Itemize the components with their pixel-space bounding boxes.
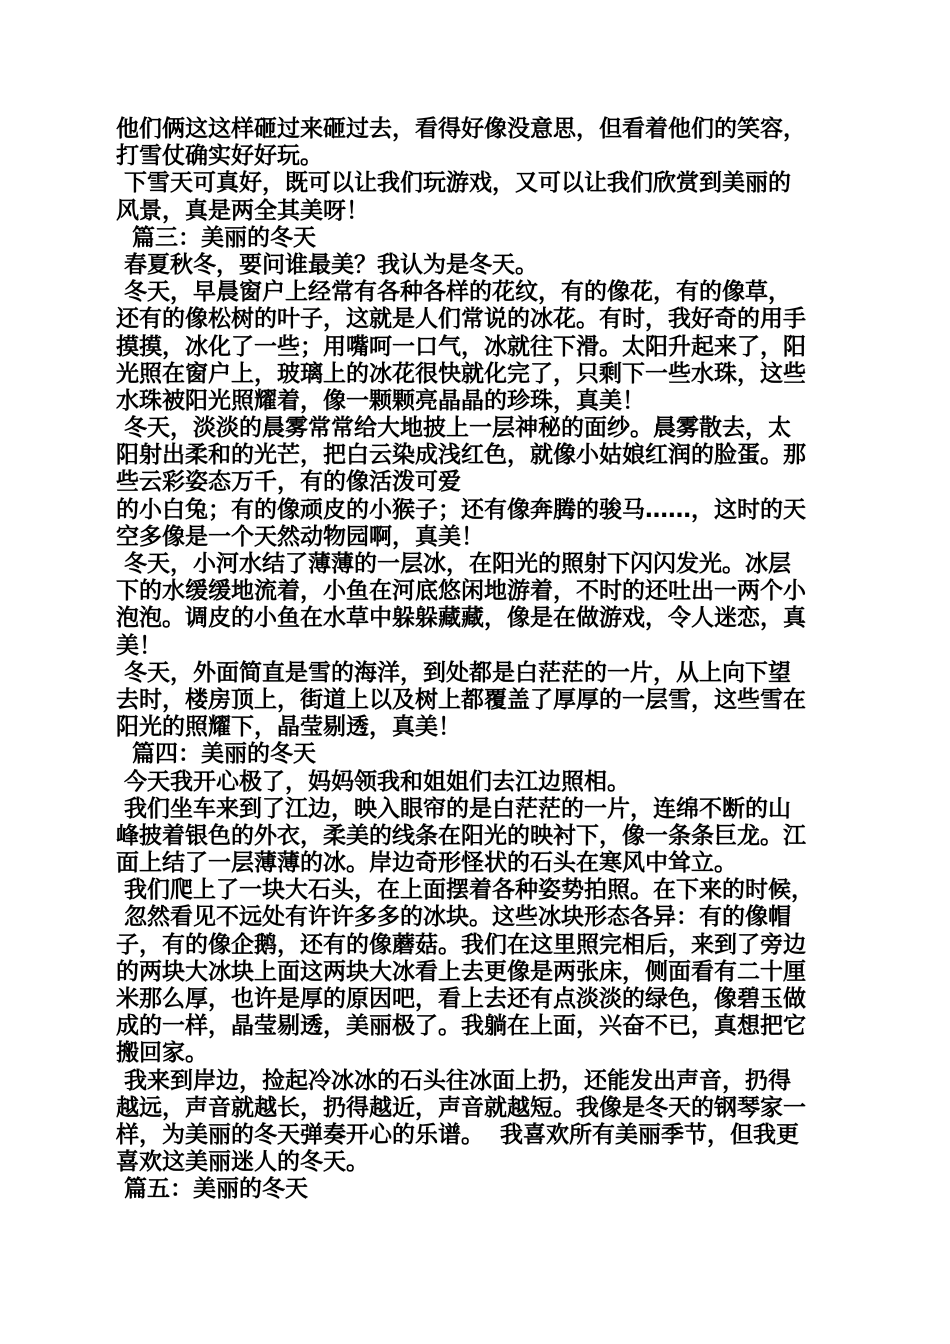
text-line: 越远，声音就越长，扔得越近，声音就越短。我像是冬天的钢琴家一 xyxy=(116,1094,806,1121)
section-heading: 篇五：美丽的冬天 xyxy=(116,1176,309,1203)
text-line: 今天我开心极了，妈妈领我和姐姐们去江边照相。 xyxy=(116,768,631,795)
text-line: 样，为美丽的冬天弹奏开心的乐谱。 我喜欢所有美丽季节，但我更 xyxy=(116,1121,800,1148)
text-line: 些云彩姿态万千，有的像活泼可爱 xyxy=(116,469,461,496)
text-line: 忽然看见不远处有许许多多的冰块。这些冰块形态各异：有的像帽 xyxy=(116,904,792,931)
text-line: 的两块大冰块上面这两块大冰看上去更像是两张床，侧面看有二十厘 xyxy=(116,958,806,985)
text-line: 阳光的照耀下，晶莹剔透，真美！ xyxy=(116,714,461,741)
text-line: 喜欢这美丽迷人的冬天。 xyxy=(116,1149,369,1176)
text-line: 子，有的像企鹅，还有的像蘑菇。我们在这里照完相后，来到了旁边 xyxy=(116,931,806,958)
text-line: 水珠被阳光照耀着，像一颗颗亮晶晶的珍珠，真美！ xyxy=(116,387,645,414)
text-line: 搬回家。 xyxy=(116,1040,208,1067)
text-line: 他们俩这这样砸过来砸过去，看得好像没意思，但看着他们的笑容， xyxy=(116,116,806,142)
text-line: 下雪天可真好，既可以让我们玩游戏，又可以让我们欣赏到美丽的 xyxy=(116,170,792,197)
section-heading: 篇四：美丽的冬天 xyxy=(116,741,317,768)
text-line: 冬天，外面简直是雪的海洋，到处都是白茫茫的一片，从上向下望 xyxy=(116,659,792,686)
text-line: 摸摸，冰化了一些；用嘴呵一口气，冰就往下滑。太阳升起来了，阳 xyxy=(116,333,806,360)
text-line: 阳射出柔和的光芒，把白云染成浅红色，就像小姑娘红润的脸蛋。那 xyxy=(116,442,806,469)
text-line: 春夏秋冬，要问谁最美？我认为是冬天。 xyxy=(116,251,539,278)
text-line: 泡泡。调皮的小鱼在水草中躲躲藏藏，像是在做游戏，令人迷恋，真 xyxy=(116,605,806,632)
text-line: 打雪仗确实好好玩。 xyxy=(116,143,323,170)
text-line: 冬天，早晨窗户上经常有各种各样的花纹，有的像花，有的像草， xyxy=(116,279,792,306)
document-page xyxy=(116,116,838,1204)
text-line: 风景，真是两全其美呀！ xyxy=(116,197,369,224)
text-line: 我们爬上了一块大石头，在上面摆着各种姿势拍照。在下来的时候， xyxy=(116,877,815,904)
text-line: 米那么厚，也许是厚的原因吧，看上去还有点淡淡的绿色，像碧玉做 xyxy=(116,986,806,1012)
text-line: 冬天，小河水结了薄薄的一层冰，在阳光的照射下闪闪发光。冰层 xyxy=(116,551,792,577)
text-line: 还有的像松树的叶子，这就是人们常说的冰花。有时，我好奇的用手 xyxy=(116,306,806,333)
text-line: 峰披着银色的外衣，柔美的线条在阳光的映衬下，像一条条巨龙。江 xyxy=(116,822,806,849)
text-line: 的小白兔；有的像顽皮的小猴子；还有像奔腾的骏马……，这时的天 xyxy=(116,496,806,523)
section-heading: 篇三：美丽的冬天 xyxy=(116,224,317,251)
text-line: 下的水缓缓地流着，小鱼在河底悠闲地游着，不时的还吐出一两个小 xyxy=(116,578,806,605)
text-line: 成的一样，晶莹剔透，美丽极了。我躺在上面，兴奋不已，真想把它 xyxy=(116,1013,806,1040)
text-line: 去时，楼房顶上，街道上以及树上都覆盖了厚厚的一层雪，这些雪在 xyxy=(116,686,806,713)
text-line: 冬天，淡淡的晨雾常常给大地披上一层神秘的面纱。晨雾散去，太 xyxy=(116,415,792,442)
text-line: 我来到岸边，捡起冷冰冰的石头往冰面上扔，还能发出声音，扔得 xyxy=(116,1067,792,1094)
text-line: 面上结了一层薄薄的冰。岸边奇形怪状的石头在寒风中耸立。 xyxy=(116,850,737,877)
text-line: 光照在窗户上，玻璃上的冰花很快就化完了，只剩下一些水珠，这些 xyxy=(116,360,806,387)
text-line: 美！ xyxy=(116,632,162,659)
text-line: 空多像是一个天然动物园啊，真美！ xyxy=(116,523,484,550)
text-line: 我们坐车来到了江边，映入眼帘的是白茫茫的一片，连绵不断的山 xyxy=(116,795,792,822)
